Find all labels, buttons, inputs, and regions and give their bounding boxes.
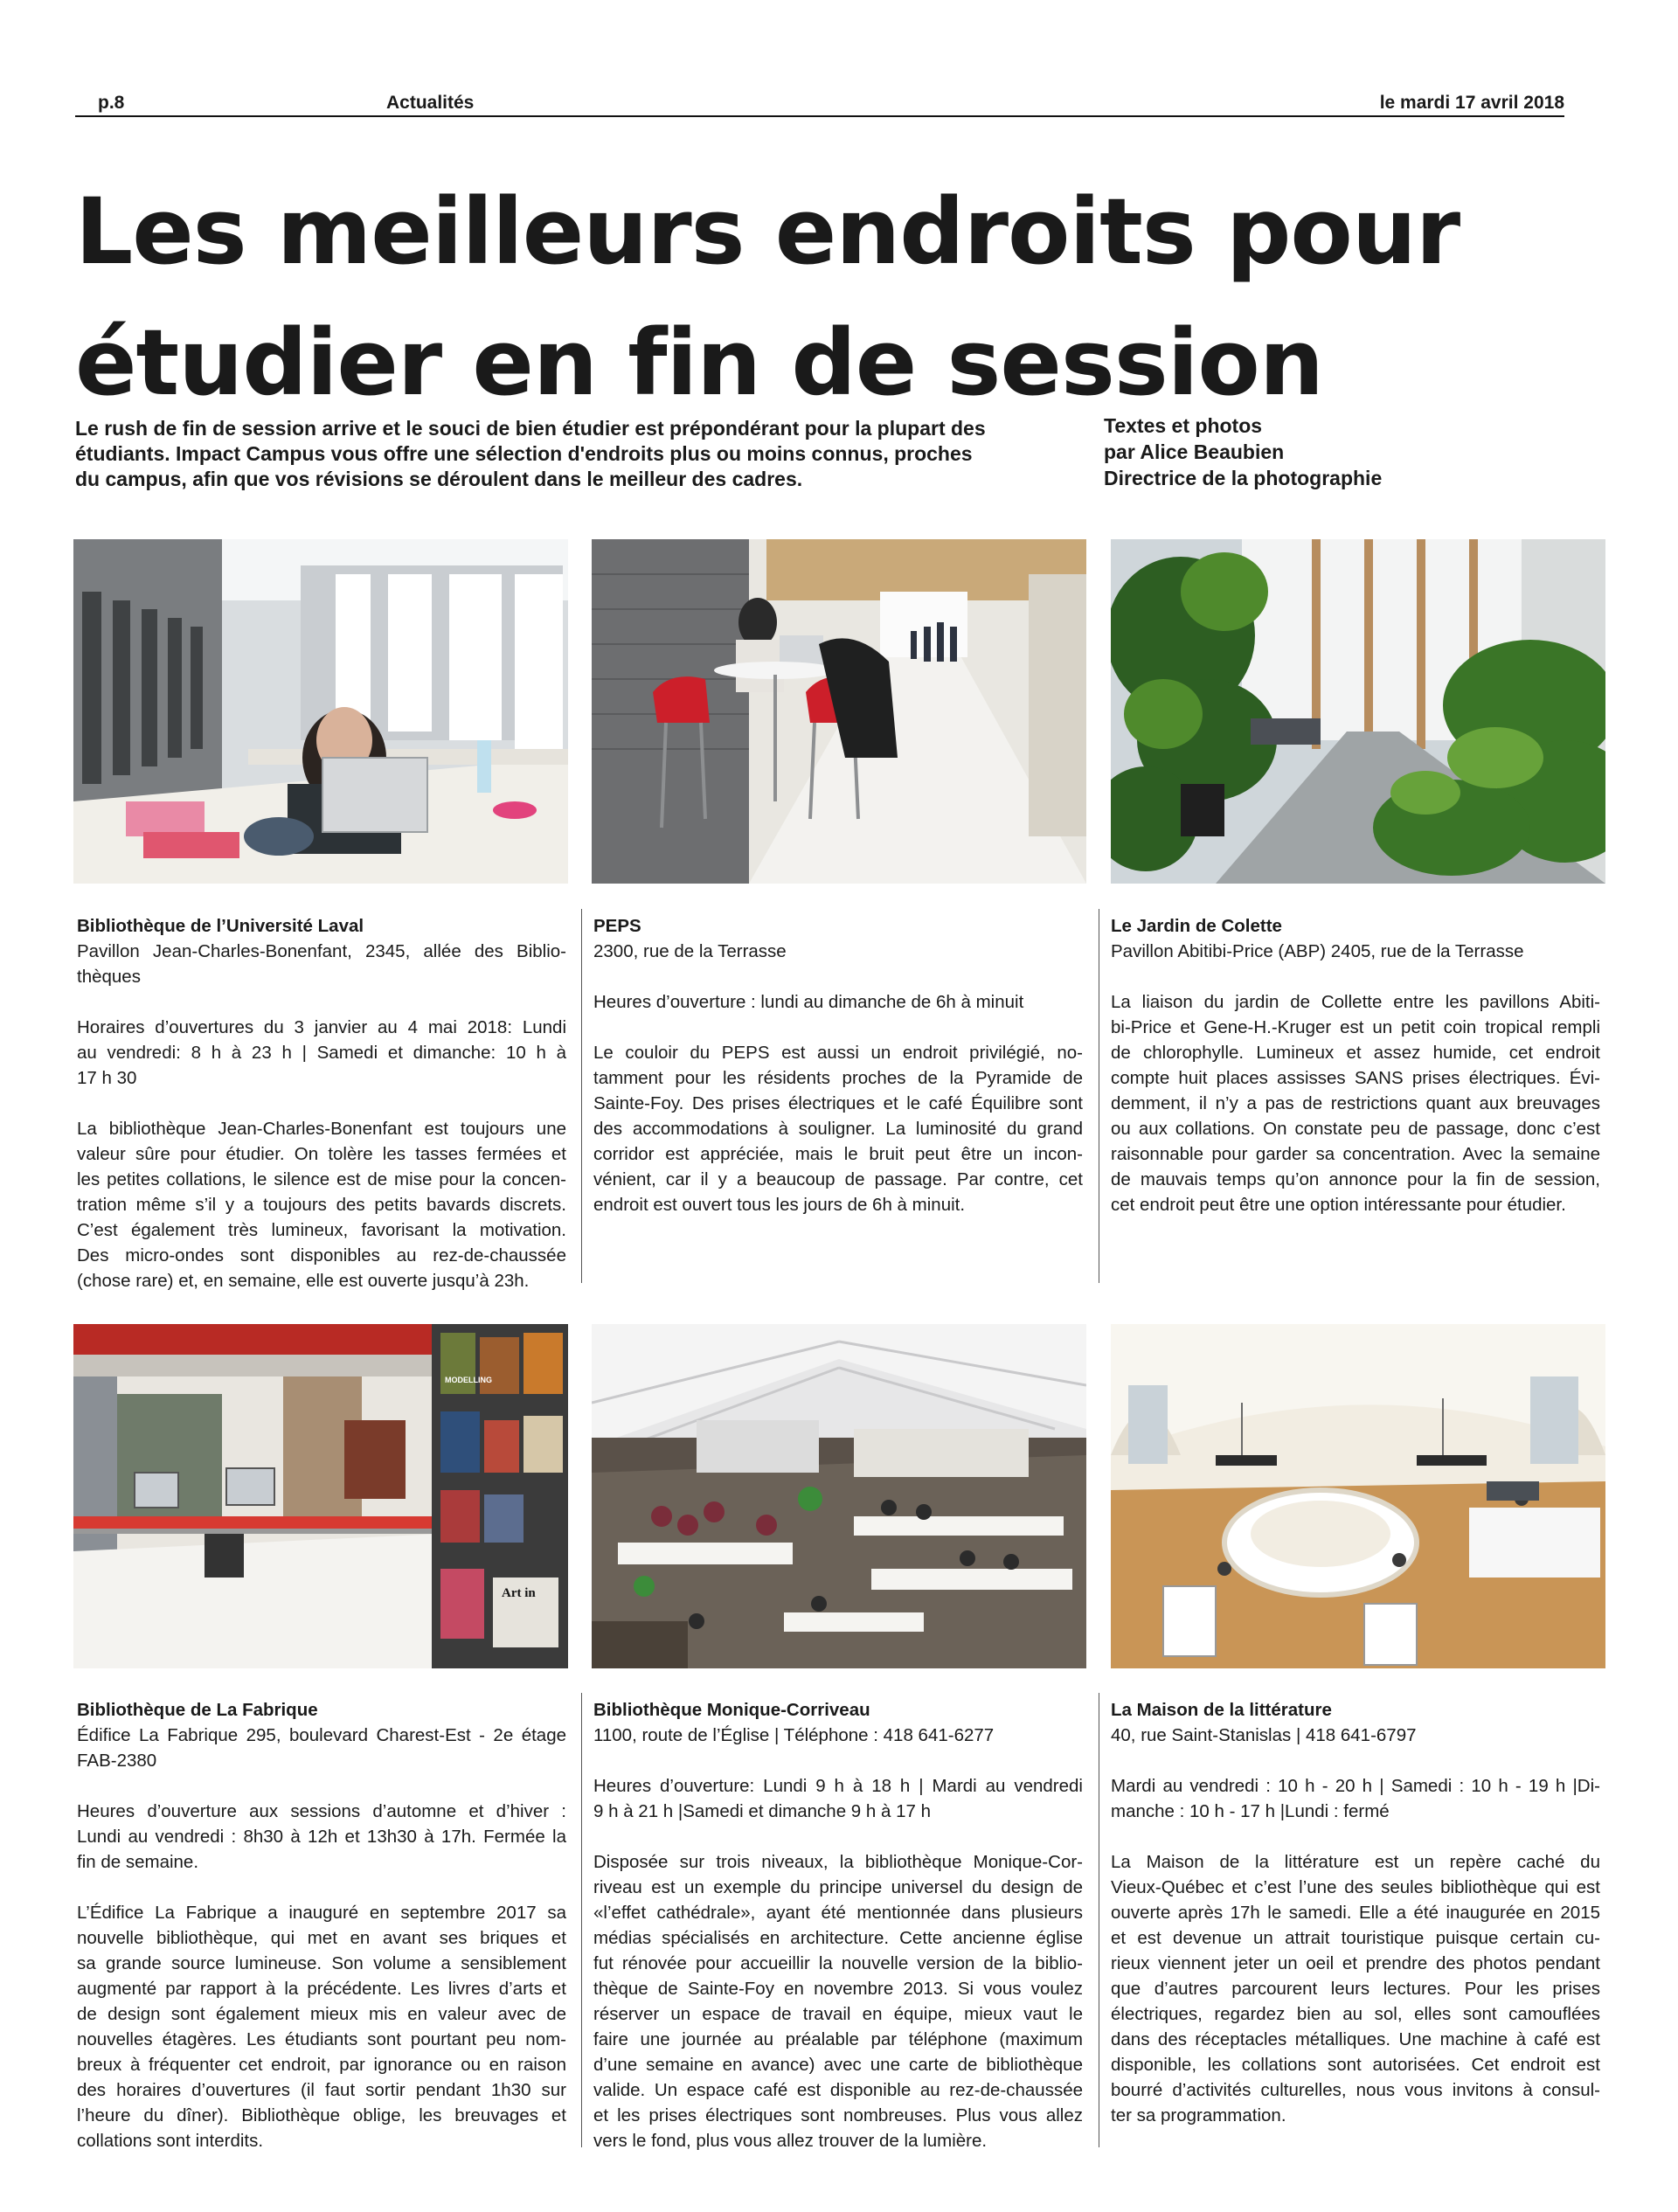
- body-line: sa grande source lumineuse. Son volume a sensiblement: [77, 1953, 566, 1973]
- article-monique-corriveau: [593, 1697, 1083, 2153]
- body-line: corridor est appréciée, mais le bruit peut être un incon-: [593, 1144, 1083, 1164]
- issue-date: le mardi 17 avril 2018: [1379, 93, 1564, 113]
- hours-line: Heures d’ouverture aux sessions d’automne et d’hiver :: [77, 1801, 566, 1821]
- body-line: de design sont également mieux mis en valeur avec de: [77, 2004, 566, 2024]
- body-line: nouvelles étagères. Les étudiants sont pourtant peu nom-: [77, 2029, 566, 2049]
- body-line: ouverte après 17h le samedi. Elle a été inaugurée en 2015: [1111, 1903, 1600, 1923]
- place-name: Le Jardin de Colette: [1111, 916, 1282, 936]
- body-line: ou aux collations. On constate peu de passage, donc c’est: [1111, 1119, 1600, 1139]
- lede-line: du campus, afin que vos révisions se déroulent dans le meilleur des cadres.: [75, 468, 803, 490]
- hours-line: Mardi au vendredi : 10 h - 20 h | Samedi : 10 h - 19 h |Di-: [1111, 1776, 1600, 1796]
- photo-maison-litterature: [1111, 1324, 1605, 1668]
- photo-peps: [592, 539, 1086, 884]
- body-line: l’heure du dîner). Bibliothèque oblige, les breuvages et: [77, 2105, 566, 2125]
- body-line: collations sont interdits.: [77, 2131, 264, 2151]
- lede: [75, 416, 1002, 492]
- body-line: les petites collations, le silence est de mise pour la concen-: [77, 1169, 566, 1189]
- body-line: demment, il n’y a pas de restrictions quant aux breuvages: [1111, 1093, 1600, 1113]
- column-rule: [581, 909, 582, 1283]
- body-line: breux à fréquenter cet endroit, par ignorance ou en raison: [77, 2055, 566, 2075]
- body-line: Des micro-ondes sont disponibles au rez-de-chaussée: [77, 1245, 566, 1265]
- hours-line: Lundi au vendredi : 8h30 à 12h et 13h30 à 17h. Fermée la: [77, 1827, 566, 1847]
- body-line: La liaison du jardin de Collette entre les pavillons Abiti-: [1111, 992, 1600, 1012]
- lede-line: Le rush de fin de session arrive et le souci de bien étudier est prépondérant pour la plupart des: [75, 417, 986, 440]
- body-line: (chose rare) et, en semaine, elle est ouverte jusqu’à 23h.: [77, 1271, 530, 1291]
- body-line: électriques, regardez bien au sol, elles sont camouflées: [1111, 2004, 1600, 2024]
- address-line: 2300, rue de la Terrasse: [593, 941, 787, 961]
- photo-credit: [1104, 413, 1382, 491]
- body-line: thèque de Sainte-Foy en novembre 2013. Si vous voulez: [593, 1979, 1083, 1999]
- body-line: vénient, car il y a beaucoup de passage. Par contre, cet: [593, 1169, 1083, 1189]
- magazine-cover-text: MODELLING: [445, 1376, 492, 1384]
- place-name: PEPS: [593, 916, 641, 936]
- magazine-cover-text: Art in: [502, 1586, 536, 1600]
- body-line: compte huit places assisses SANS prises électriques. Évi-: [1111, 1068, 1600, 1088]
- photo-bibliotheque-laval: [73, 539, 568, 884]
- body-line: tamment pour les résidents proches de la Pyramide de: [593, 1068, 1083, 1088]
- address-line: 1100, route de l’Église | Téléphone : 418 641-6277: [593, 1725, 995, 1745]
- body-line: valide. Un espace café est disponible au rez-de-chaussée: [593, 2080, 1083, 2100]
- body-line: endroit est ouvert tous les jours de 6h à minuit.: [593, 1195, 966, 1215]
- body-line: rieux viennent jeter un oeil et prendre des photos pendant: [1111, 1953, 1600, 1973]
- address-line: Pavillon Abitibi-Price (ABP) 2405, rue de la Terrasse: [1111, 941, 1524, 961]
- body-line: médias spécialisés en architecture. Cette ancienne église: [593, 1928, 1083, 1948]
- body-line: raisonnable pour garder sa concentration. Avec la semaine: [1111, 1144, 1600, 1164]
- body-line: vers le fond, plus vous allez trouver de la lumière.: [593, 2131, 988, 2151]
- article-la-fabrique: [77, 1697, 566, 2153]
- place-name: La Maison de la littérature: [1111, 1700, 1332, 1720]
- body-line: fut rénovée pour accueillir la nouvelle version de la biblio-: [593, 1953, 1083, 1973]
- page-number: p.8: [98, 93, 125, 113]
- body-line: dans des réceptacles métalliques. Une machine à café est: [1111, 2029, 1600, 2049]
- body-line: des accommodations à souligner. La luminosité du grand: [593, 1119, 1083, 1139]
- hours-line: Heures d’ouverture : lundi au dimanche de 6h à minuit: [593, 992, 1024, 1012]
- body-line: C’est également très lumineux, favorisant la motivation.: [77, 1220, 566, 1240]
- article-maison-litterature: [1111, 1697, 1600, 2128]
- address-line: Pavillon Jean-Charles-Bonenfant, 2345, allée des Biblio-: [77, 941, 566, 961]
- address-line: thèques: [77, 967, 141, 987]
- photo-monique-corriveau: [592, 1324, 1086, 1668]
- hours-line: au vendredi: 8 h à 23 h | Samedi et dimanche: 10 h à: [77, 1043, 566, 1063]
- address-line: Édifice La Fabrique 295, boulevard Charest-Est - 2e étage: [77, 1725, 566, 1745]
- body-line: de chlorophylle. Lumineux et assez humide, cet endroit: [1111, 1043, 1600, 1063]
- body-line: cet endroit peut être une option intéressante pour étudier.: [1111, 1195, 1566, 1215]
- body-line: de mauvais temps qu’on annonce pour la fin de session,: [1111, 1169, 1600, 1189]
- credit-line: par Alice Beaubien: [1104, 440, 1285, 463]
- article-bibliotheque-laval: [77, 913, 566, 1293]
- body-line: et est devenue un attrait touristique puisque certain cu-: [1111, 1928, 1600, 1948]
- article-jardin-colette: [1111, 913, 1600, 1217]
- body-line: réserver un espace de travail en équipe, mieux vaut le: [593, 2004, 1083, 2024]
- body-line: tration même s’il y a toujours des petits bavards discrets.: [77, 1195, 566, 1215]
- hours-line: 17 h 30: [77, 1068, 137, 1088]
- column-rule: [581, 1693, 582, 2147]
- photo-jardin-colette: [1111, 539, 1605, 884]
- body-line: Disposée sur trois niveaux, la bibliothèque Monique-Cor-: [593, 1852, 1083, 1872]
- place-name: Bibliothèque de l’Université Laval: [77, 916, 364, 936]
- body-line: La Maison de la littérature est un repère caché du: [1111, 1852, 1600, 1872]
- lede-line: étudiants. Impact Campus vous offre une sélection d'endroits plus ou moins connus, proches: [75, 442, 973, 465]
- place-name: Bibliothèque Monique-Corriveau: [593, 1700, 870, 1720]
- address-line: 40, rue Saint-Stanislas | 418 641-6797: [1111, 1725, 1417, 1745]
- body-line: des horaires d’ouvertures (il faut sortir pendant 1h30 sur: [77, 2080, 566, 2100]
- hours-line: 9 h à 21 h |Samedi et dimanche 9 h à 17 h: [593, 1801, 931, 1821]
- body-line: riveau est un exemple du principe universel du design de: [593, 1877, 1083, 1897]
- headline: [75, 166, 1613, 428]
- body-line: que d’autres parcourent leurs lectures. Pour les prises: [1111, 1979, 1600, 1999]
- body-line: disponible, les collations sont autorisées. Cet endroit est: [1111, 2055, 1600, 2075]
- credit-line: Textes et photos: [1104, 414, 1263, 437]
- body-line: «l’effet cathédrale», ayant été mentionnée dans plusieurs: [593, 1903, 1083, 1923]
- body-line: Sainte-Foy. Des prises électriques et le café Équilibre sont: [593, 1093, 1083, 1113]
- hours-line: fin de semaine.: [77, 1852, 199, 1872]
- body-line: ter sa programmation.: [1111, 2105, 1286, 2125]
- credit-line: Directrice de la photographie: [1104, 467, 1383, 489]
- hours-line: Horaires d’ouvertures du 3 janvier au 4 mai 2018: Lundi: [77, 1017, 566, 1037]
- body-line: Le couloir du PEPS est aussi un endroit privilégié, no-: [593, 1043, 1083, 1063]
- body-line: nouvelle bibliothèque, qui met en avant ses briques et: [77, 1928, 566, 1948]
- article-peps: [593, 913, 1083, 1217]
- body-line: L’Édifice La Fabrique a inauguré en septembre 2017 sa: [77, 1903, 566, 1923]
- address-line: FAB-2380: [77, 1751, 157, 1771]
- body-line: Vieux-Québec et c’est l’une des seules bibliothèque qui est: [1111, 1877, 1600, 1897]
- body-line: valeur sûre pour étudier. On tolère les tasses fermées et: [77, 1144, 566, 1164]
- running-header: [75, 91, 1564, 117]
- body-line: faire une journée au préalable par téléphone (maximum: [593, 2029, 1083, 2049]
- place-name: Bibliothèque de La Fabrique: [77, 1700, 318, 1720]
- headline-line-1: Les meilleurs endroits pour: [75, 178, 1460, 285]
- body-line: et les prises électriques sont nombreuses. Plus vous allez: [593, 2105, 1083, 2125]
- body-line: augmenté par rapport à la précédente. Les livres d’arts et: [77, 1979, 566, 1999]
- section-name: Actualités: [386, 93, 475, 113]
- headline-line-2: étudier en fin de session: [75, 309, 1323, 416]
- hours-line: Heures d’ouverture: Lundi 9 h à 18 h | Mardi au vendredi: [593, 1776, 1083, 1796]
- photo-la-fabrique: [73, 1324, 568, 1668]
- body-line: d’une semaine en avance) avec une carte de bibliothèque: [593, 2055, 1083, 2075]
- body-line: La bibliothèque Jean-Charles-Bonenfant est toujours une: [77, 1119, 566, 1139]
- body-line: bi-Price et Gene-H.-Kruger est un petit coin tropical rempli: [1111, 1017, 1600, 1037]
- hours-line: manche : 10 h - 17 h |Lundi : fermé: [1111, 1801, 1390, 1821]
- body-line: bourré d’activités culturelles, nous vous invitons à consul-: [1111, 2080, 1600, 2100]
